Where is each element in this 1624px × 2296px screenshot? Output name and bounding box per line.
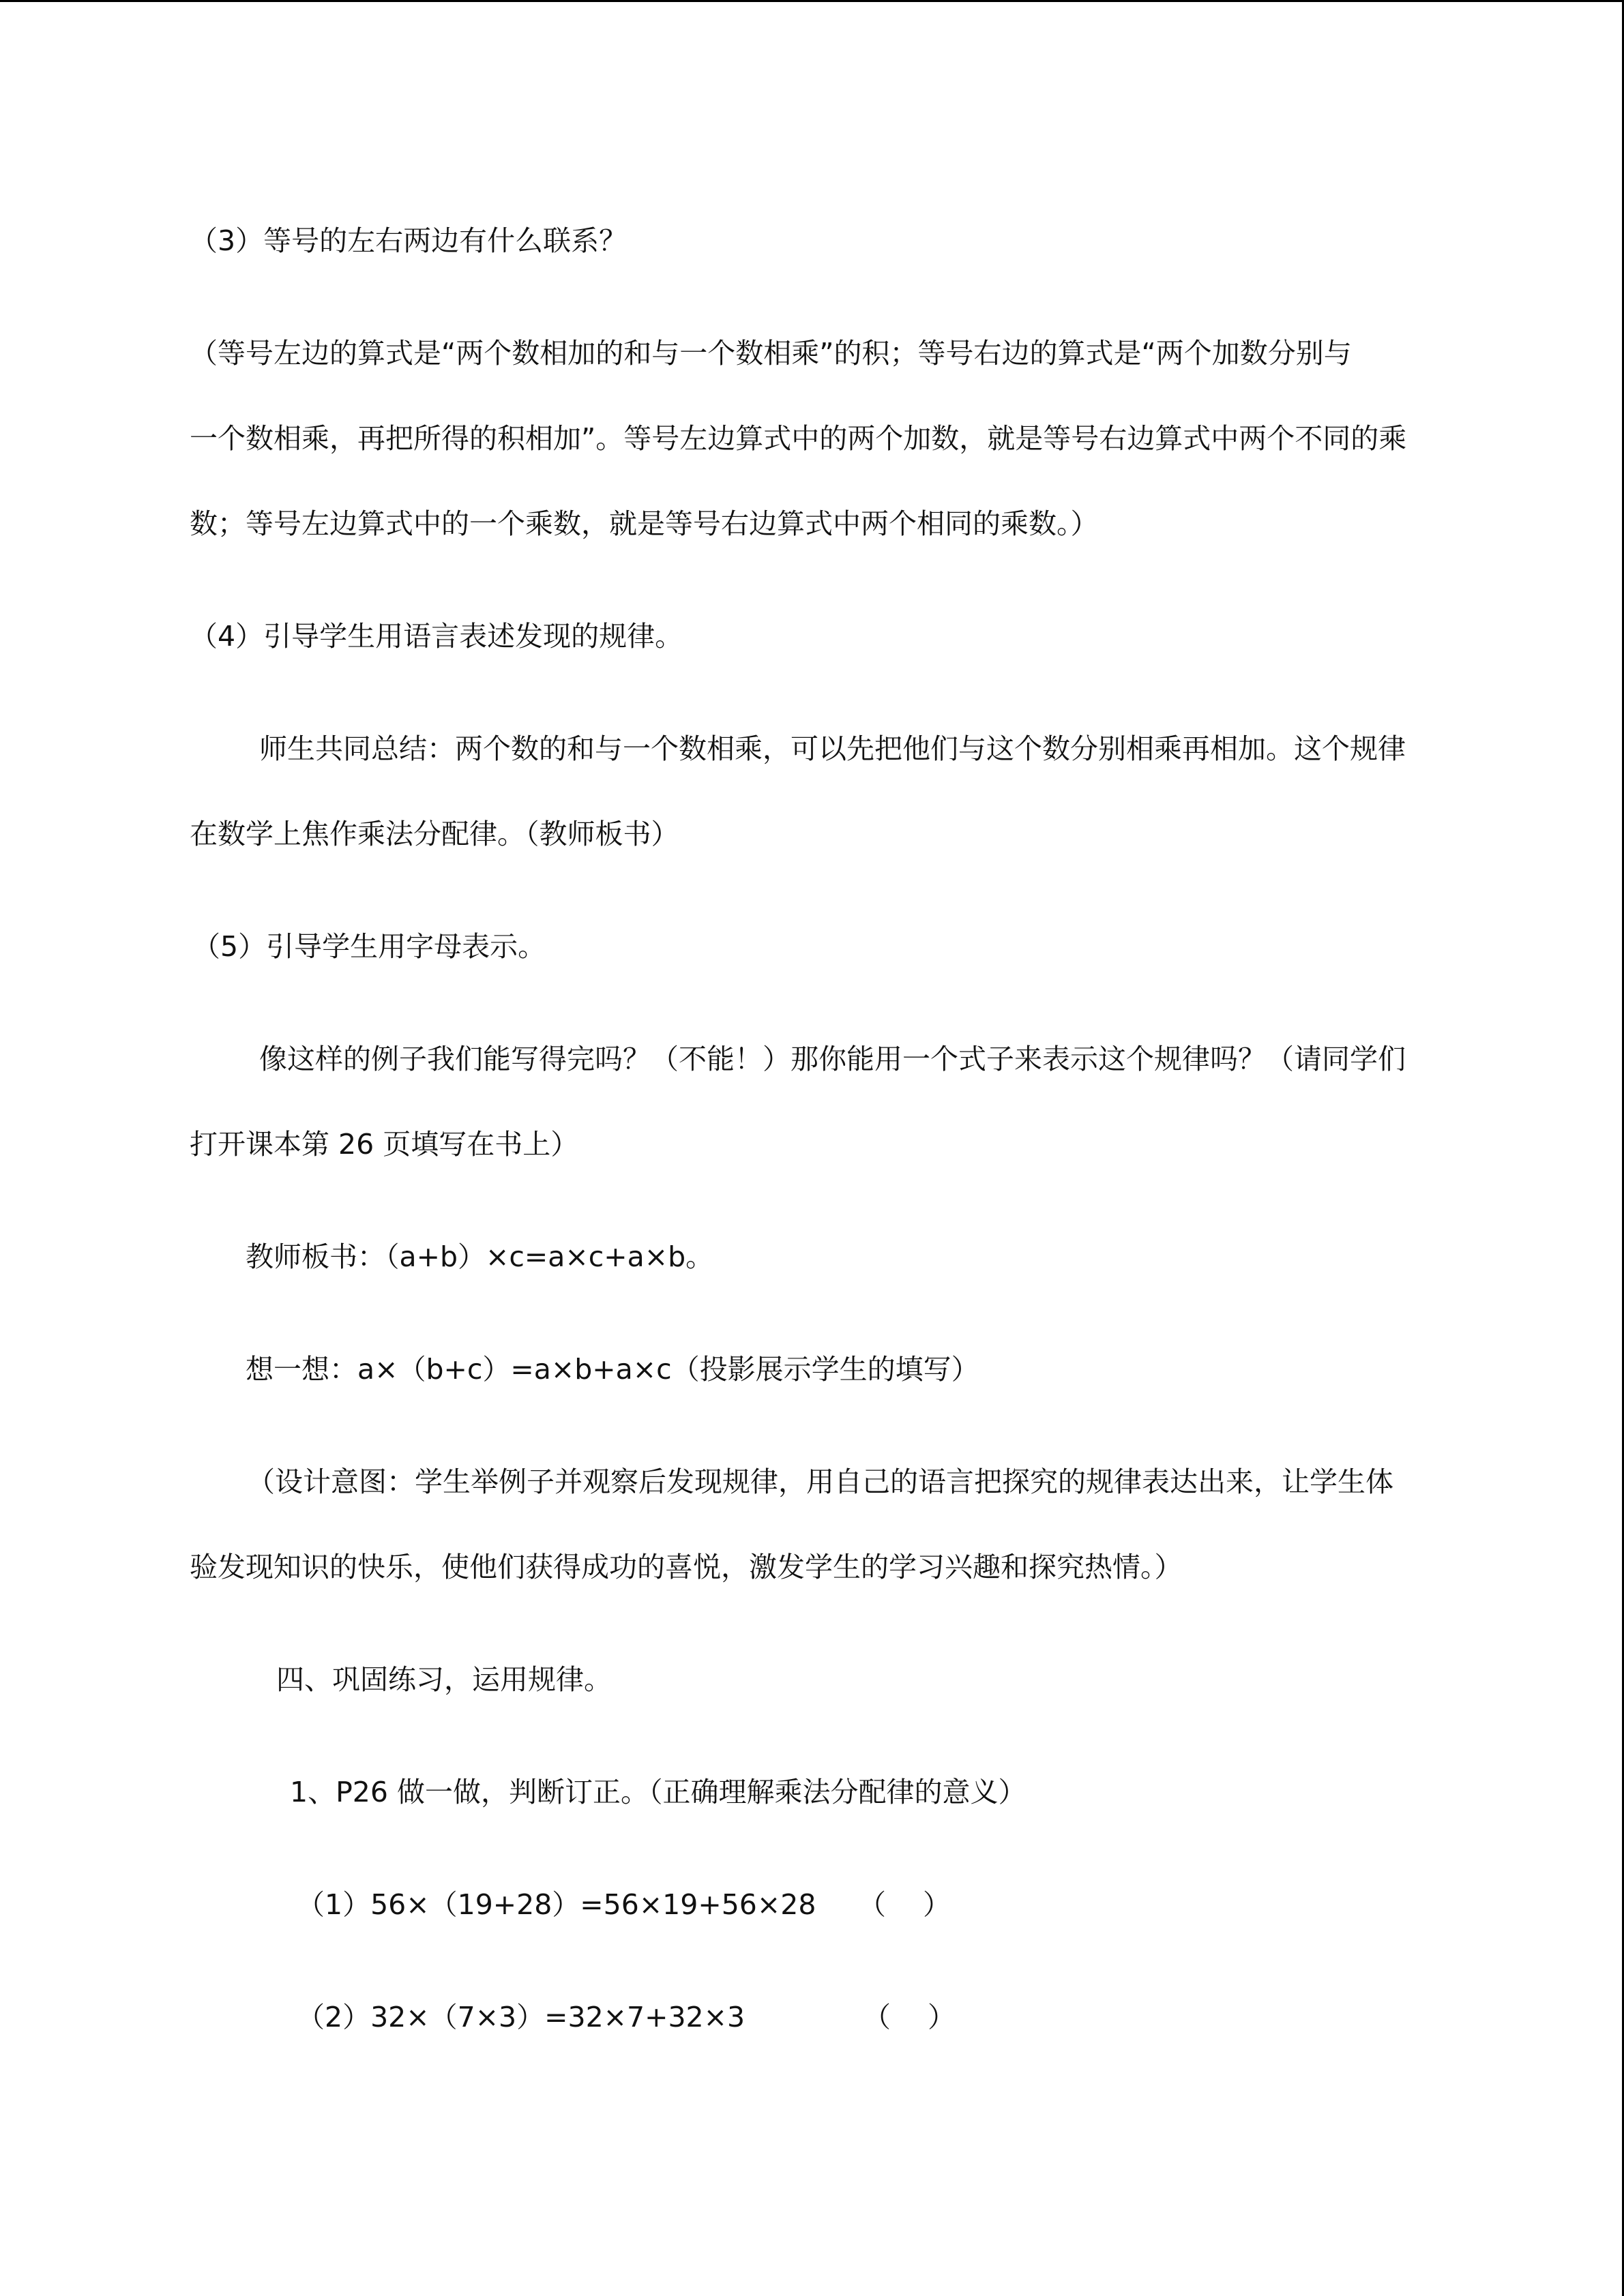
answer-paragraph-line-3: 数；等号左边算式中的一个乘数，就是等号右边算式中两个相同的乘数。） [190, 507, 1099, 540]
example-paragraph-line-1: 像这样的例子我们能写得完吗？（不能！）那你能用一个式子来表示这个规律吗？（请同学们 [259, 1043, 1406, 1075]
question-4-heading: （4）引导学生用语言表述发现的规律。 [190, 620, 683, 653]
exercise-1-text: （1）56×（19+28）=56×19+56×28 [297, 1888, 816, 1921]
exercise-2-answer-box: （ ） [863, 2001, 956, 2033]
board-formula-line: 教师板书：（a+b）×c=a×c+a×b。 [246, 1240, 714, 1273]
section-four-heading: 四、巩固练习，运用规律。 [276, 1663, 612, 1696]
answer-paragraph-line-2: 一个数相乘，再把所得的积相加”。等号左边算式中的两个加数，就是等号右边算式中两个不同的乘 [190, 422, 1407, 455]
question-5-heading: （5）引导学生用字母表示。 [192, 930, 546, 963]
page-top-border [0, 0, 1624, 2]
exercise-1-answer-box: （ ） [858, 1888, 951, 1921]
exercise-2-text: （2）32×（7×3）=32×7+32×3 [297, 2001, 745, 2033]
exercise-intro-line: 1、P26 做一做，判断订正。（正确理解乘法分配律的意义） [290, 1776, 1027, 1808]
design-intent-line-1: （设计意图：学生举例子并观察后发现规律，用自己的语言把探究的规律表达出来，让学生体 [247, 1465, 1393, 1498]
design-intent-line-2: 验发现知识的快乐，使他们获得成功的喜悦，激发学生的学习兴趣和探究热情。） [190, 1551, 1183, 1583]
example-paragraph-line-2: 打开课本第 26 页填写在书上） [190, 1128, 579, 1161]
summary-paragraph-line-1: 师生共同总结：两个数的和与一个数相乘，可以先把他们与这个数分别相乘再相加。这个规律 [259, 732, 1406, 765]
summary-paragraph-line-2: 在数学上焦作乘法分配律。（教师板书） [190, 818, 679, 850]
think-formula-line: 想一想：a×（b+c）=a×b+a×c（投影展示学生的填写） [246, 1353, 979, 1386]
answer-paragraph-line-1: （等号左边的算式是“两个数相加的和与一个数相乘”的积；等号右边的算式是“两个加数分别与 [190, 337, 1352, 370]
question-3-heading: （3）等号的左右两边有什么联系？ [190, 224, 628, 257]
